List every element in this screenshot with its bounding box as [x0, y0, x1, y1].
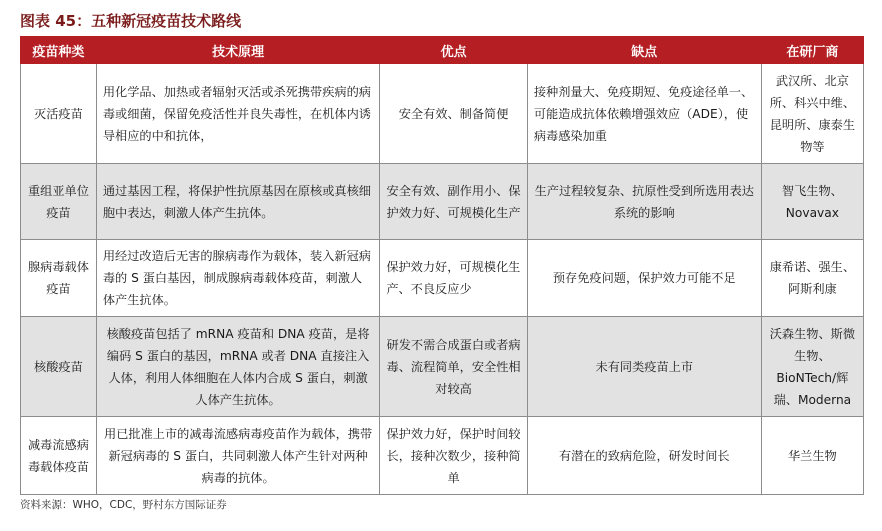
cell-makers: 华兰生物: [761, 417, 863, 495]
cell-cons: 预存免疫问题，保护效力可能不足: [527, 240, 761, 317]
cell-vaccine-type: 重组亚单位疫苗: [21, 164, 97, 240]
cell-cons: 接种剂量大、免疫期短、免疫途径单一、可能造成抗体依赖增强效应（ADE），使病毒感染加重: [527, 64, 761, 164]
header-pros: 优点: [380, 37, 528, 64]
source-note: 资料来源：WHO，CDC，野村东方国际证券: [20, 499, 227, 511]
cell-cons: 有潜在的致病危险，研发时间长: [527, 417, 761, 495]
cell-makers: 沃森生物、斯微生物、BioNTech/辉瑞、Moderna: [761, 317, 863, 417]
cell-pros: 研发不需合成蛋白或者病毒、流程简单，安全性相对较高: [380, 317, 528, 417]
table-header-row: [21, 37, 864, 64]
cell-principle: 核酸疫苗包括了 mRNA 疫苗和 DNA 疫苗，是将编码 S 蛋白的基因，mRNA 或者 DNA 直接注入人体，利用人体细胞在人体内合成 S 蛋白，刺激人体产生抗体。: [96, 317, 379, 417]
vaccine-routes-table: [20, 36, 864, 495]
table-row: [21, 64, 864, 164]
figure-title: 图表 45：五种新冠疫苗技术路线: [20, 12, 242, 30]
table-row: [21, 417, 864, 495]
header-principle: 技术原理: [96, 37, 379, 64]
cell-pros: 保护效力好，可规模化生产、不良反应少: [380, 240, 528, 317]
cell-cons: 未有同类疫苗上市: [527, 317, 761, 417]
cell-vaccine-type: 减毒流感病毒载体疫苗: [21, 417, 97, 495]
figure-title-row: [20, 8, 864, 34]
cell-makers: 武汉所、北京所、科兴中维、昆明所、康泰生物等: [761, 64, 863, 164]
cell-pros: 安全有效、制备简便: [380, 64, 528, 164]
header-makers: 在研厂商: [761, 37, 863, 64]
cell-principle: 用化学品、加热或者辐射灭活或杀死携带疾病的病毒或细菌，保留免疫活性并良失毒性，在机体内诱导相应的中和抗体，: [96, 64, 379, 164]
table-row: [21, 164, 864, 240]
cell-vaccine-type: 灭活疫苗: [21, 64, 97, 164]
cell-pros: 安全有效、副作用小、保护效力好、可规模化生产: [380, 164, 528, 240]
cell-vaccine-type: 核酸疫苗: [21, 317, 97, 417]
cell-vaccine-type: 腺病毒载体疫苗: [21, 240, 97, 317]
cell-cons: 生产过程较复杂、抗原性受到所选用表达系统的影响: [527, 164, 761, 240]
cell-principle: 用经过改造后无害的腺病毒作为载体，装入新冠病毒的 S 蛋白基因，制成腺病毒载体疫苗，刺激人体产生抗体。: [96, 240, 379, 317]
header-vaccine-type: 疫苗种类: [21, 37, 97, 64]
cell-principle: 通过基因工程，将保护性抗原基因在原核或真核细胞中表达，刺激人体产生抗体。: [96, 164, 379, 240]
table-row: [21, 317, 864, 417]
cell-makers: 智飞生物、Novavax: [761, 164, 863, 240]
cell-makers: 康希诺、强生、阿斯利康: [761, 240, 863, 317]
cell-pros: 保护效力好，保护时间较长，接种次数少，接种简单: [380, 417, 528, 495]
header-cons: 缺点: [527, 37, 761, 64]
cell-principle: 用已批准上市的减毒流感病毒疫苗作为载体，携带新冠病毒的 S 蛋白，共同刺激人体产生针对两种病毒的抗体。: [96, 417, 379, 495]
table-row: [21, 240, 864, 317]
